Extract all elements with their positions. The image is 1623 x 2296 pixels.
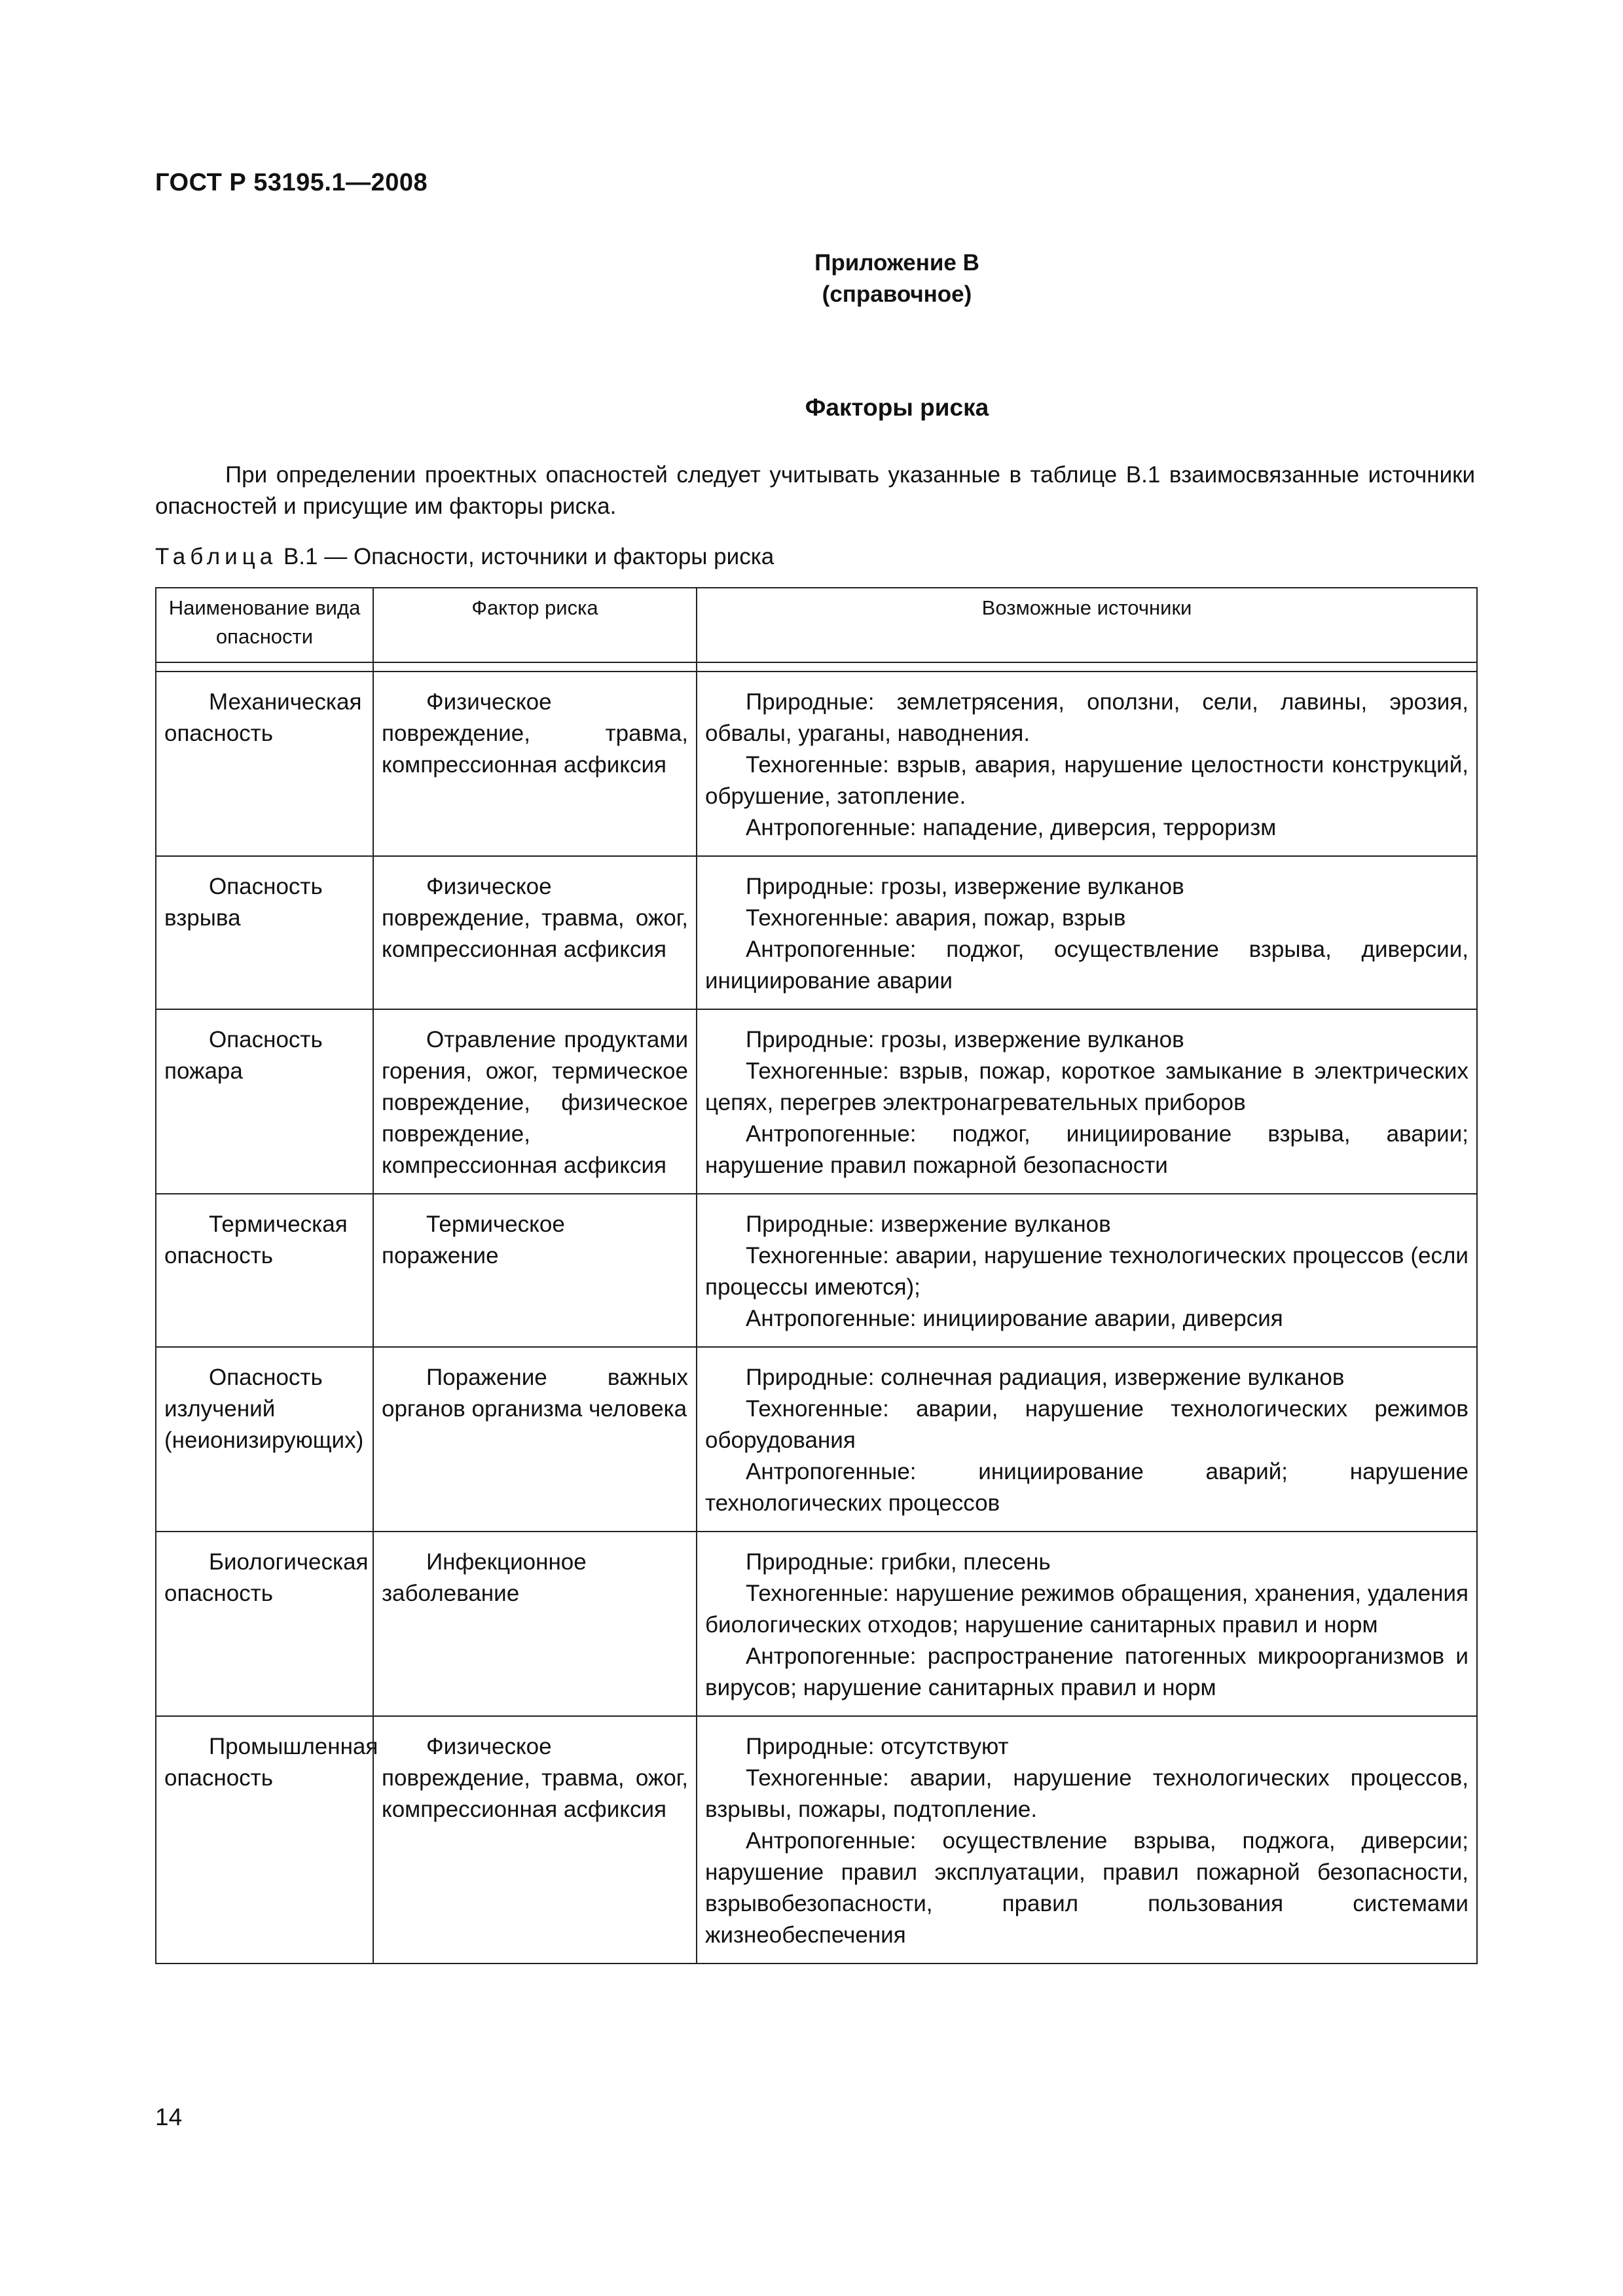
spacer-cell (697, 662, 1477, 672)
header-factor: Фактор риска (373, 588, 697, 662)
risk-factor-text: Поражение важных органов организма человека (382, 1365, 688, 1422)
source-line: Природные: землетрясения, оползни, сели, лавины, эрозия, обвалы, ураганы, наводнения. (705, 689, 1468, 746)
sources-cell (697, 1716, 1477, 1964)
source-line: Антропогенные: поджог, осуществление взрыва, диверсии, инициирование аварии (705, 937, 1468, 994)
table-row (156, 1716, 1477, 1964)
risk-factor-cell (373, 856, 697, 1009)
risk-factor-text: Отравление продуктами горения, ожог, термическое повреждение, физическое повреждение, компрессионная асфиксия (382, 1027, 688, 1178)
risk-factor-text: Физическое повреждение, травма, ожог, компрессионная асфиксия (382, 874, 688, 962)
sources-cell (697, 856, 1477, 1009)
appendix-heading (0, 247, 1623, 310)
table-row (156, 1532, 1477, 1716)
risk-factor-cell (373, 1347, 697, 1532)
source-line: Антропогенные: инициирование аварии, диверсия (746, 1306, 1283, 1331)
header-hazard: Наименование вида опасности (156, 588, 373, 662)
source-line: Природные: отсутствуют (746, 1734, 1009, 1759)
hazard-name: Опасность пожара (164, 1027, 323, 1084)
page-number: 14 (155, 2104, 183, 2130)
spacer-cell (373, 662, 697, 672)
source-line: Антропогенные: поджог, инициирование взрыва, аварии; нарушение правил пожарной безопасности (705, 1121, 1468, 1178)
hazard-cell (156, 1194, 373, 1347)
source-line: Антропогенные: инициирование аварий; нарушение технологических процессов (705, 1459, 1468, 1516)
source-line: Природные: солнечная радиация, извержение вулканов (746, 1365, 1345, 1390)
appendix-subtitle: (справочное) (822, 281, 972, 307)
sources-cell (697, 1009, 1477, 1194)
sources-cell (697, 1532, 1477, 1716)
hazard-name: Опасность взрыва (164, 874, 323, 931)
sources-cell (697, 1347, 1477, 1532)
source-line: Природные: извержение вулканов (746, 1211, 1111, 1237)
risk-factor-text: Физическое повреждение, травма, компрессионная асфиксия (382, 689, 688, 778)
hazard-cell (156, 1347, 373, 1532)
risk-factor-cell (373, 1716, 697, 1964)
source-line: Техногенные: взрыв, пожар, короткое замыкание в электрических цепях, перегрев электронагревательных приборов (705, 1058, 1468, 1115)
source-line: Техногенные: авария, пожар, взрыв (746, 905, 1126, 931)
risk-factor-cell (373, 672, 697, 856)
source-line: Природные: грозы, извержение вулканов (746, 1027, 1184, 1052)
source-line: Техногенные: аварии, нарушение технологических режимов оборудования (705, 1396, 1468, 1453)
appendix-title: Приложение В (814, 250, 979, 276)
sources-cell (697, 672, 1477, 856)
hazard-cell (156, 672, 373, 856)
risk-factor-cell (373, 1532, 697, 1716)
table-caption-text: В.1 — Опасности, источники и факторы риска (277, 544, 775, 569)
table-row (156, 672, 1477, 856)
risk-factor-cell (373, 1194, 697, 1347)
hazard-name: Термическая опасность (164, 1211, 348, 1268)
source-line: Природные: грозы, извержение вулканов (746, 874, 1184, 899)
source-line: Техногенные: взрыв, авария, нарушение целостности конструкций, обрушение, затопление. (705, 752, 1468, 809)
table-row (156, 856, 1477, 1009)
risk-table (155, 587, 1476, 1964)
source-line: Техногенные: аварии, нарушение технологических процессов (если процессы имеются); (705, 1243, 1468, 1300)
table-row (156, 1009, 1477, 1194)
hazard-name: Опасность излучений (неионизирующих) (164, 1365, 364, 1453)
source-line: Антропогенные: распространение патогенных микроорганизмов и вирусов; нарушение санитарных правил и норм (705, 1643, 1468, 1700)
table-header-row (156, 588, 1477, 662)
hazard-name: Промышленная опасность (164, 1734, 378, 1791)
risk-factor-text: Инфекционное заболевание (382, 1549, 587, 1606)
section-title: Факторы риска (805, 394, 989, 421)
risk-factor-cell (373, 1009, 697, 1194)
table-row (156, 1347, 1477, 1532)
header-spacer-row (156, 662, 1477, 672)
source-line: Природные: грибки, плесень (746, 1549, 1051, 1575)
risk-factor-text: Физическое повреждение, травма, ожог, компрессионная асфиксия (382, 1734, 688, 1822)
source-line: Техногенные: нарушение режимов обращения, хранения, удаления биологических отходов; нарушение санитарных правил и норм (705, 1581, 1468, 1638)
document-code: ГОСТ Р 53195.1—2008 (155, 169, 428, 196)
hazard-name: Биологическая опасность (164, 1549, 369, 1606)
hazard-cell (156, 1716, 378, 1964)
intro-paragraph: При определении проектных опасностей следует учитывать указанные в таблице В.1 взаимосвязанные источники опасностей и присущие им факторы риска. (155, 462, 1475, 519)
source-line: Техногенные: аварии, нарушение технологических процессов, взрывы, пожары, подтопление. (705, 1765, 1468, 1822)
table-caption-label: Таблица (155, 544, 278, 569)
table-caption (155, 544, 774, 570)
header-sources: Возможные источники (697, 588, 1477, 662)
hazard-cell (156, 1532, 373, 1716)
spacer-cell (156, 662, 373, 672)
hazard-cell (156, 1009, 373, 1194)
risk-factor-text: Термическое поражение (382, 1211, 565, 1268)
hazard-cell (156, 856, 373, 1009)
table-row (156, 1194, 1477, 1347)
source-line: Антропогенные: осуществление взрыва, поджога, диверсии; нарушение правил эксплуатации, правил пожарной безопасности, взрывобезопасности, правил пользования системами жизнеобеспечения (705, 1828, 1468, 1948)
source-line: Антропогенные: нападение, диверсия, терроризм (746, 815, 1277, 840)
sources-cell (697, 1194, 1477, 1347)
hazard-name: Механическая опасность (164, 689, 362, 746)
